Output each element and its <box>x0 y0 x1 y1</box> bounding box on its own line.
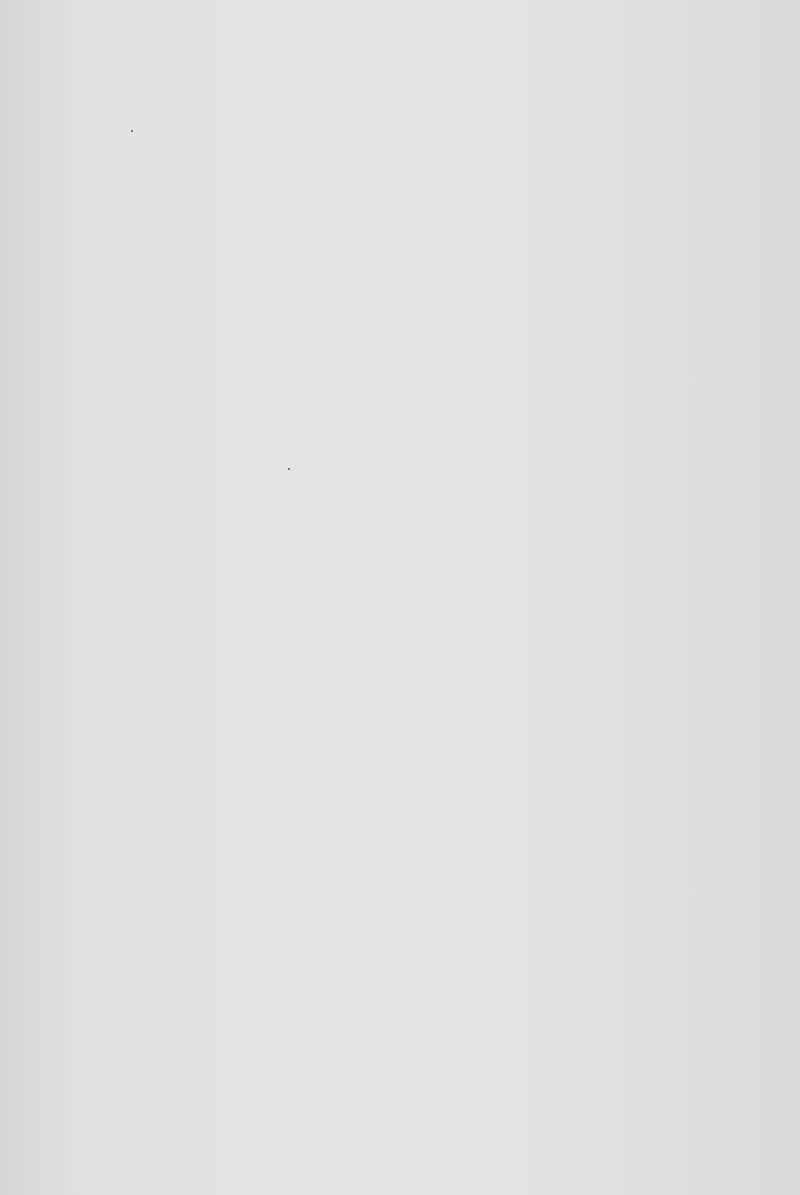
text-line <box>135 707 698 733</box>
text-line <box>135 524 698 550</box>
text-line <box>135 734 698 760</box>
text-line <box>135 838 698 864</box>
text-line <box>135 786 698 812</box>
text-line <box>135 995 698 1021</box>
text-line <box>135 655 698 681</box>
text-line <box>135 891 698 917</box>
text-line <box>135 681 698 707</box>
text-line <box>135 943 698 969</box>
text-line <box>135 1022 698 1048</box>
text-line <box>135 629 698 655</box>
text-line <box>135 1048 698 1074</box>
text-line <box>135 603 698 629</box>
text-line <box>135 812 698 838</box>
text-line <box>135 760 698 786</box>
text-line <box>135 969 698 995</box>
bottom-text-block <box>135 524 698 1074</box>
print-speck <box>131 130 133 132</box>
text-line <box>135 917 698 943</box>
print-speck <box>288 468 290 470</box>
text-line <box>135 576 698 602</box>
text-line <box>135 550 698 576</box>
text-line <box>135 864 698 890</box>
